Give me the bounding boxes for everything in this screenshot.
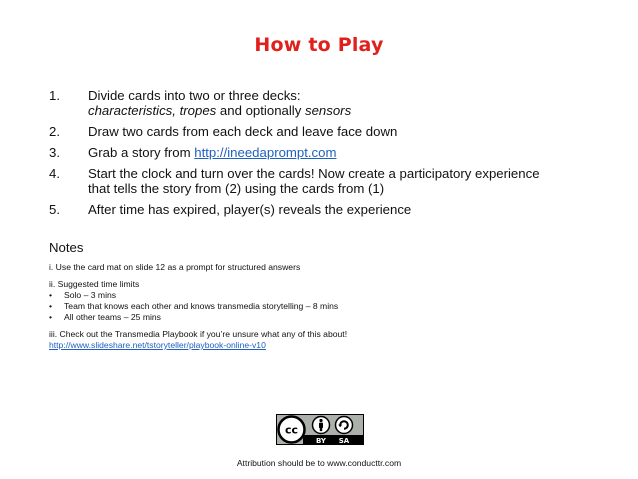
notes-heading: Notes — [49, 240, 84, 255]
step-text-continued: that tells the story from (2) using the cards from (1) — [88, 181, 385, 196]
cc-text: cc — [284, 423, 299, 437]
attribution-text: Attribution should be to www.conducttr.com — [236, 458, 402, 468]
step-1 — [49, 88, 619, 118]
step-number: 3. — [49, 145, 60, 160]
step-number: 2. — [49, 124, 60, 139]
step-text: Grab a story from — [88, 145, 195, 160]
step-number: 5. — [49, 202, 60, 217]
step-text: After time has expired, player(s) reveals the experience — [88, 202, 412, 217]
step-number: 4. — [49, 166, 60, 181]
step-number: 1. — [49, 88, 60, 103]
deck-sensors: sensors — [304, 103, 352, 118]
creative-commons-by-sa-icon — [276, 414, 364, 445]
notes-section — [49, 262, 609, 351]
step-text: Start the clock and turn over the cards! Now create a participatory experience — [88, 166, 540, 181]
steps-list — [49, 88, 619, 223]
playbook-link[interactable]: http://www.slideshare.net/tstoryteller/playbook-online-v10 — [49, 340, 266, 350]
step-3 — [49, 145, 619, 160]
note-card-mat: i. Use the card mat on slide 12 as a prompt for structured answers — [49, 262, 301, 272]
deck-tropes: tropes — [179, 103, 217, 118]
list-item: • Team that knows each other and knows transmedia storytelling – 8 mins — [49, 301, 609, 312]
time-limits-list — [49, 290, 609, 323]
prompt-site-link[interactable]: http://ineedaprompt.com — [194, 145, 337, 160]
step-5 — [49, 202, 619, 217]
separator: , — [172, 103, 180, 118]
step-text: Divide cards into two or three decks: — [88, 88, 301, 103]
step-text: Draw two cards from each deck and leave face down — [88, 124, 398, 139]
deck-characteristics: characteristics — [88, 103, 173, 118]
sa-text: SA — [338, 437, 350, 445]
list-item: • All other teams – 25 mins — [49, 312, 609, 323]
step-2 — [49, 124, 619, 139]
step-subline — [88, 103, 619, 118]
slide-title: How to Play — [254, 34, 384, 56]
note-time-limits-heading: ii. Suggested time limits — [49, 279, 140, 289]
by-text: BY — [315, 437, 327, 445]
step-4 — [49, 166, 619, 196]
connector-text: and optionally — [216, 103, 305, 118]
note-playbook: iii. Check out the Transmedia Playbook if you’re unsure what any of this about! — [49, 329, 348, 339]
list-item: • Solo – 3 mins — [49, 290, 609, 301]
